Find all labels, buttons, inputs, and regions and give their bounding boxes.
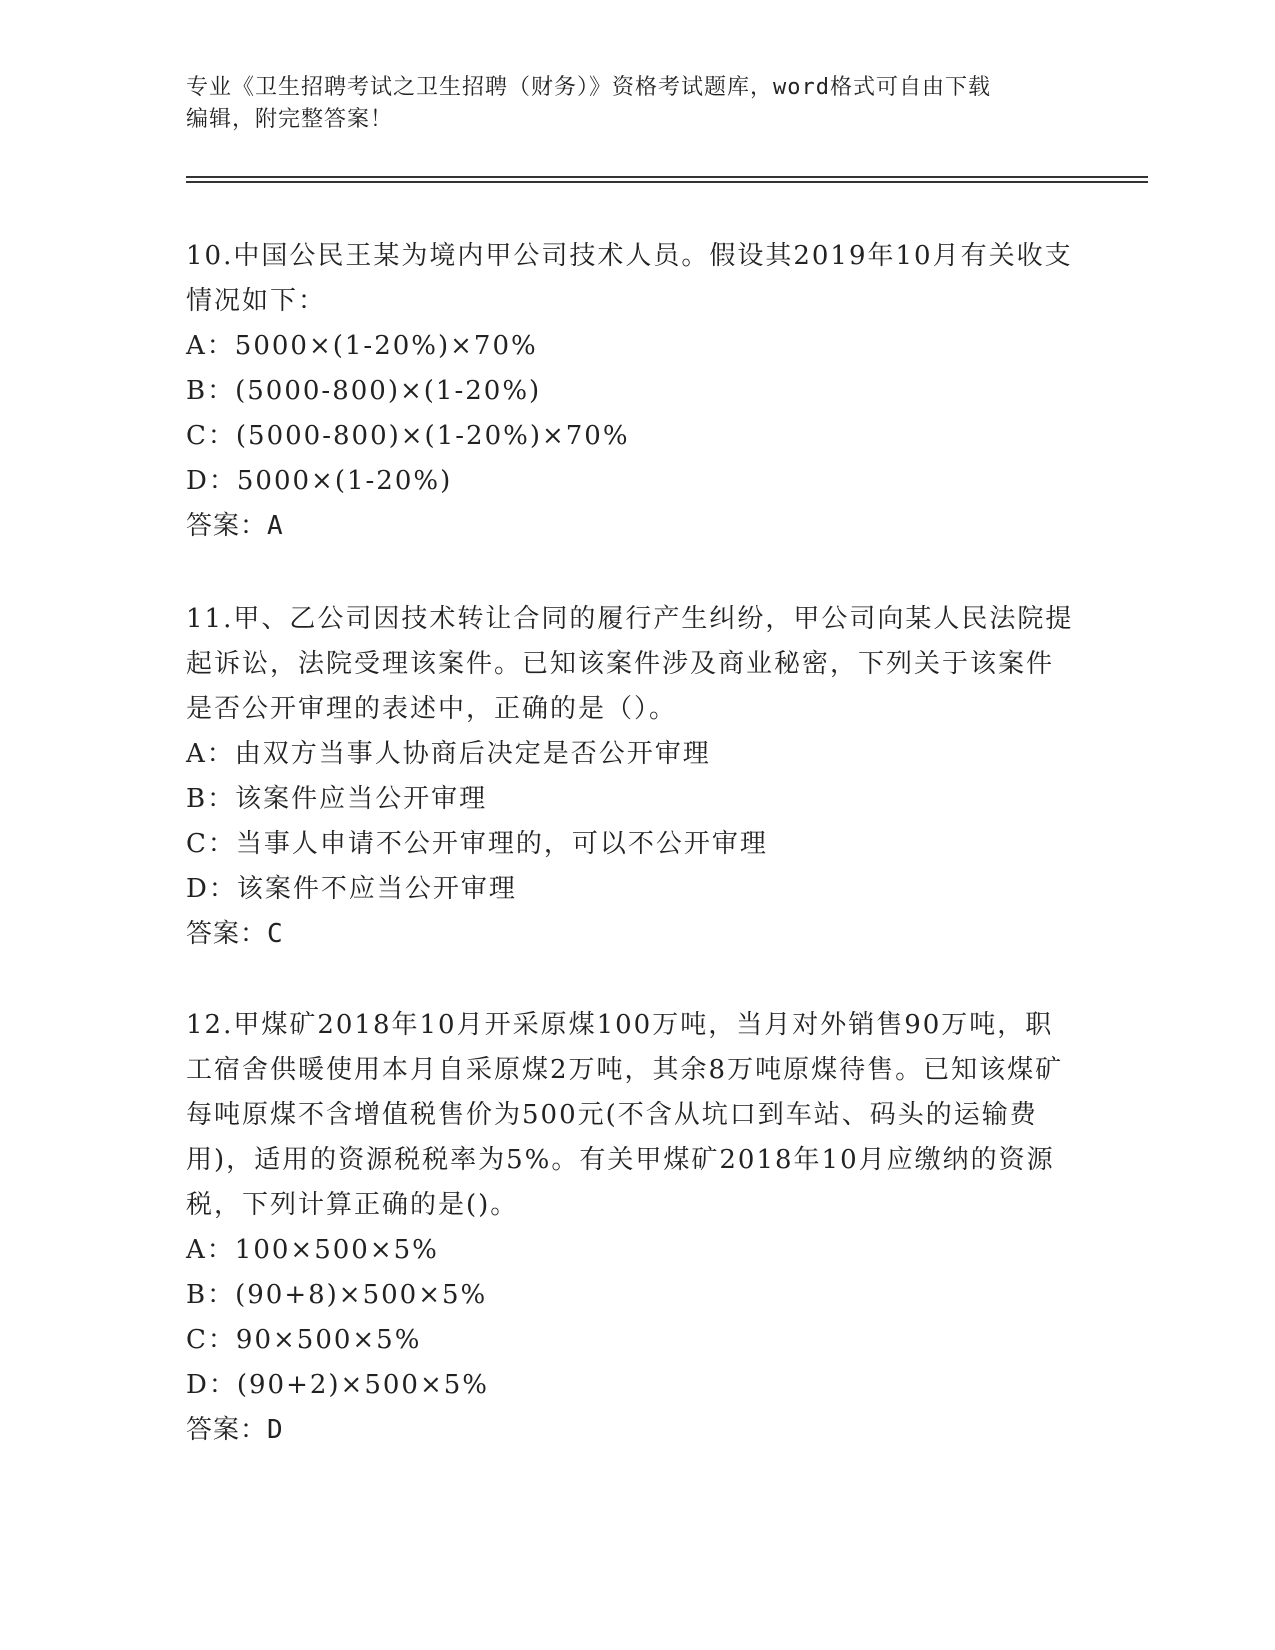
option-letter: C：	[186, 1325, 236, 1355]
option-a	[186, 324, 1076, 369]
question-12	[186, 1003, 1076, 1453]
header-divider-bottom	[186, 181, 1148, 183]
option-letter: A：	[186, 1235, 235, 1265]
header-divider-top	[186, 176, 1148, 178]
question-11	[186, 597, 1076, 957]
question-10	[186, 234, 1076, 549]
option-a	[186, 1228, 1076, 1273]
option-c	[186, 414, 1076, 459]
answer-line: 答案：C	[186, 919, 284, 949]
option-letter: A：	[186, 331, 235, 361]
option-letter: C：	[186, 421, 236, 451]
option-letter: B：	[186, 1280, 236, 1310]
option-text: 该案件不应当公开审理	[236, 874, 517, 904]
option-text: 由双方当事人协商后决定是否公开审理	[234, 739, 711, 769]
option-text: 当事人申请不公开审理的，可以不公开审理	[235, 829, 768, 859]
option-b	[186, 369, 1076, 414]
question-stem: 10.中国公民王某为境内甲公司技术人员。假设其2019年10月有关收支情况如下：	[186, 241, 1073, 316]
option-text: (5000-800)×(1-20%)	[235, 376, 542, 406]
option-d	[186, 867, 1076, 912]
option-letter: A：	[186, 739, 235, 769]
option-text: 90×500×5%	[235, 1325, 422, 1355]
option-letter: D：	[186, 1370, 237, 1400]
option-d	[186, 1363, 1076, 1408]
option-text: 100×500×5%	[234, 1235, 439, 1265]
option-d	[186, 459, 1076, 504]
option-text: (5000-800)×(1-20%)×70%	[235, 421, 630, 451]
option-letter: B：	[186, 376, 236, 406]
option-b	[186, 1273, 1076, 1318]
option-b	[186, 777, 1076, 822]
header-line-1: 专业《卫生招聘考试之卫生招聘（财务）》资格考试题库，word格式可自由下载	[186, 75, 991, 100]
answer-line: 答案：D	[186, 1415, 284, 1445]
option-letter: D：	[186, 466, 237, 496]
header-line-2: 编辑，附完整答案！	[186, 107, 394, 132]
option-c	[186, 822, 1076, 867]
option-text: 5000×(1-20%)	[236, 466, 453, 496]
document-header	[186, 72, 1086, 136]
option-c	[186, 1318, 1076, 1363]
option-a	[186, 732, 1076, 777]
option-text: 该案件应当公开审理	[235, 784, 488, 814]
answer-line: 答案：A	[186, 511, 284, 541]
option-text: 5000×(1-20%)×70%	[234, 331, 538, 361]
option-letter: D：	[186, 874, 237, 904]
option-letter: B：	[186, 784, 236, 814]
option-text: (90+8)×500×5%	[235, 1280, 488, 1310]
option-text: (90+2)×500×5%	[236, 1370, 490, 1400]
question-stem: 12.甲煤矿2018年10月开采原煤100万吨，当月对外销售90万吨，职工宿舍供暖使用本月自采原煤2万吨，其余8万吨原煤待售。已知该煤矿每吨原煤不含增值税售价为500元(不含从坑口到车站、码头的运输费用)，适用的资源税税率为5%。有关甲煤矿2018年10月应缴纳的资源税，下列计算正确的是()。	[186, 1010, 1064, 1220]
question-stem: 11.甲、乙公司因技术转让合同的履行产生纠纷，甲公司向某人民法院提起诉讼，法院受理该案件。已知该案件涉及商业秘密，下列关于该案件是否公开审理的表述中，正确的是（）。	[186, 604, 1074, 724]
option-letter: C：	[186, 829, 236, 859]
